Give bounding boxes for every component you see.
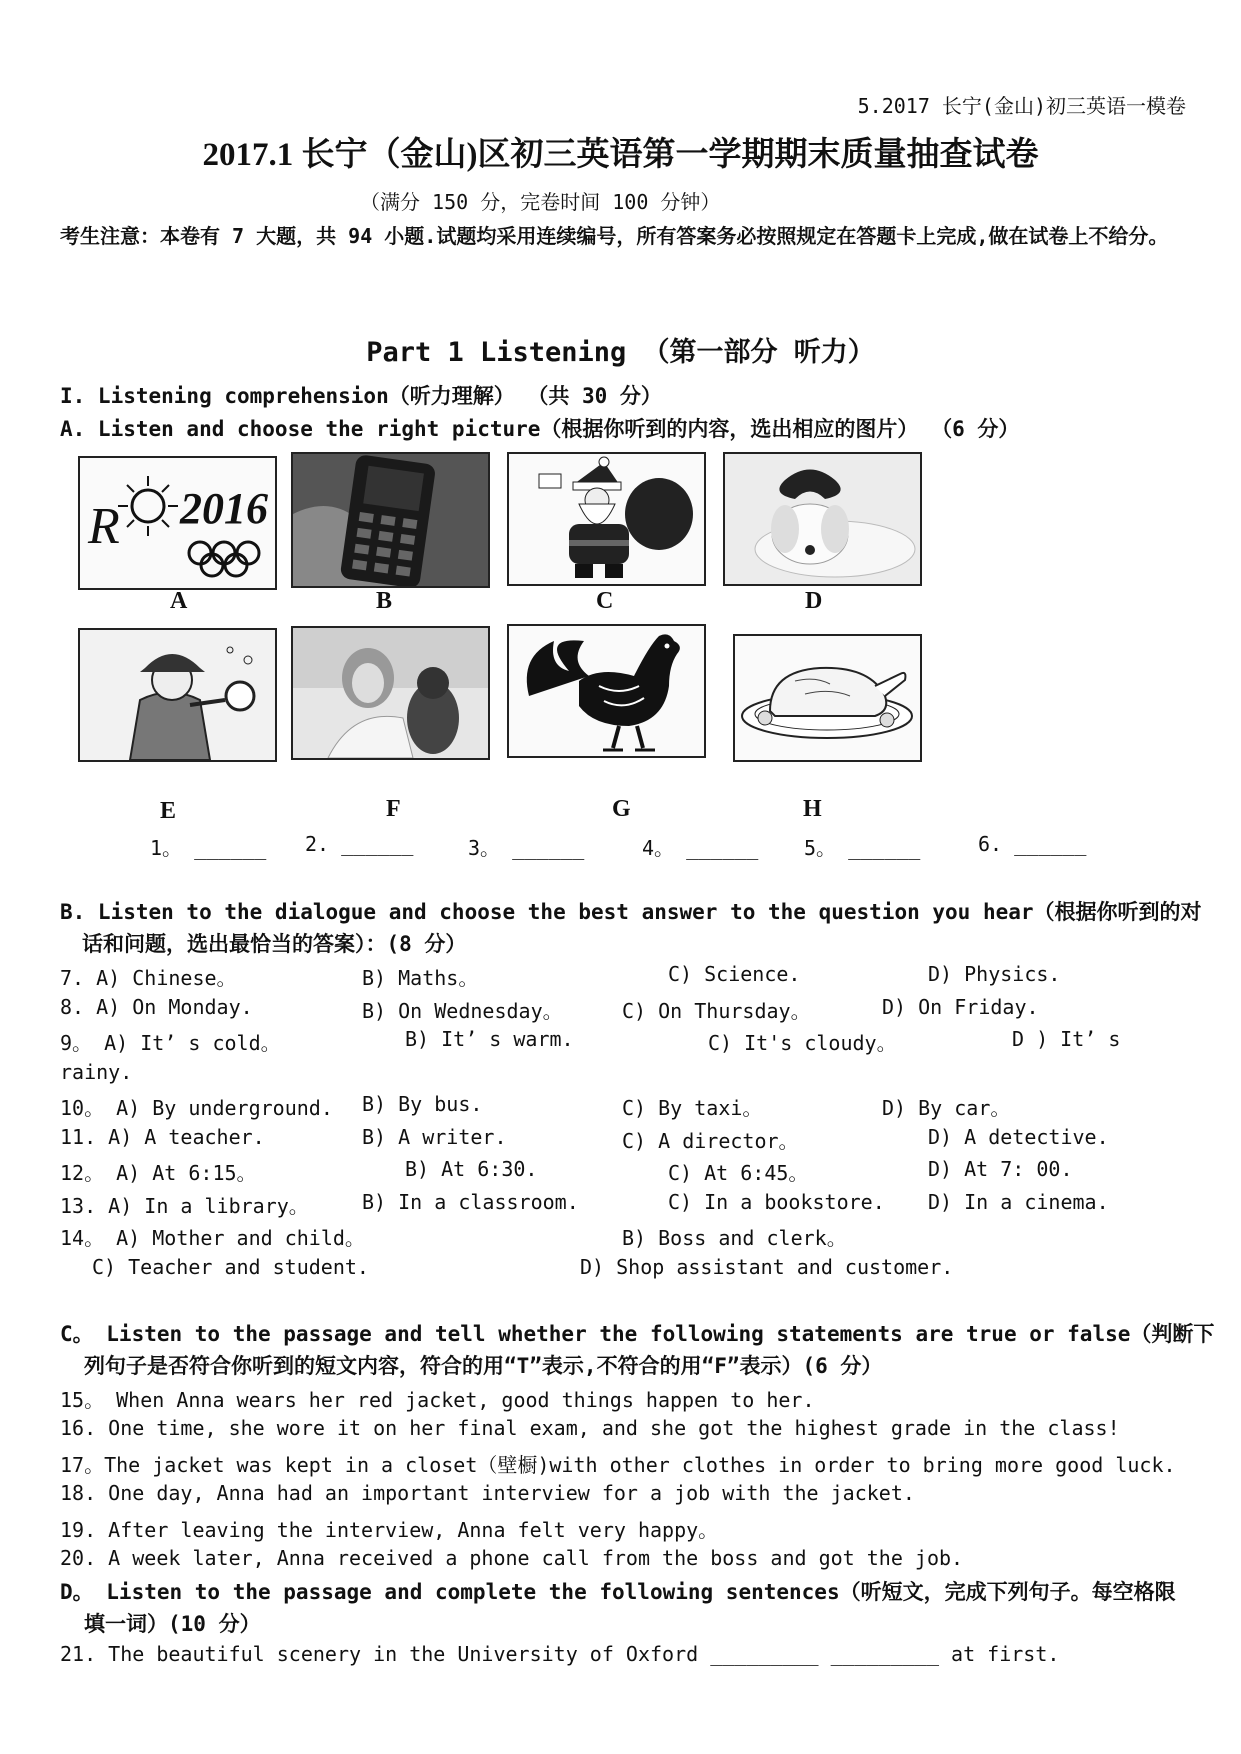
q10-option-c: C) By taxi。 (622, 1096, 763, 1120)
q7-option-b: B) Maths。 (362, 966, 479, 990)
q14-option-b: B) Boss and clerk。 (622, 1226, 847, 1250)
q10-option-a: 10。 A) By underground. (60, 1096, 333, 1120)
picture-letter-b: B (376, 588, 393, 614)
answer-blank-3[interactable]: 3。 ______ (468, 836, 585, 860)
part-title: Part 1 Listening （第一部分 听力） (366, 337, 875, 368)
section-d-heading: D。 Listen to the passage and complete the following sentences（听短文，完成下列句子。每空格限 (60, 1580, 1176, 1604)
statement-20: 20. A week later, Anna received a phone call from the boss and got the job. (60, 1546, 964, 1570)
picture-letter-d: D (805, 588, 823, 614)
q13-option-d: D) In a cinema. (928, 1190, 1109, 1214)
q10-option-b: B) By bus. (362, 1092, 483, 1116)
q14-option-c: C) Teacher and student. (92, 1255, 369, 1279)
q10-option-d: D) By car。 (882, 1096, 1011, 1120)
q7-option-d: D) Physics. (928, 962, 1061, 986)
q7-option-a: 7. A) Chinese。 (60, 966, 237, 990)
section-a-heading: A. Listen and choose the right picture（根据你听到的内容，选出相应的图片） （6 分） (60, 417, 1020, 441)
section-b-heading-cont: 话和问题，选出最恰当的答案）：(8 分） (82, 932, 467, 956)
answer-blank-2[interactable]: 2. ______ (305, 832, 414, 856)
q7-option-c: C) Science. (668, 962, 801, 986)
section-b-heading: B. Listen to the dialogue and choose the best answer to the question you hear（根据你听到的对 (60, 900, 1202, 924)
picture-letter-e: E (160, 798, 177, 824)
section-c-heading: C。 Listen to the passage and tell whether the following statements are true or false（判断下 (60, 1322, 1215, 1346)
q11-option-d: D) A detective. (928, 1125, 1109, 1149)
answer-blank-4[interactable]: 4。 ______ (642, 836, 759, 860)
roast-turkey-icon (733, 634, 922, 762)
answer-blank-6[interactable]: 6. ______ (978, 832, 1087, 856)
q8-option-b: B) On Wednesday。 (362, 999, 563, 1023)
header-note: 5.2017 长宁(金山)初三英语一模卷 (857, 94, 1186, 118)
section-d-heading-cont: 填一词）(10 分） (84, 1612, 261, 1636)
detective-icon (78, 628, 277, 762)
mobile-phone-icon (291, 452, 490, 588)
picture-letter-f: F (386, 796, 401, 822)
rio-2016-olympics-icon (78, 456, 277, 590)
q14-option-d: D) Shop assistant and customer. (580, 1255, 954, 1279)
subtitle: （满分 150 分，完卷时间 100 分钟） (360, 190, 721, 214)
picture-letter-a: A (170, 588, 188, 614)
q12-option-d: D) At 7: 00. (928, 1157, 1073, 1181)
q11-option-c: C) A director。 (622, 1129, 799, 1153)
page-title: 2017.1 长宁（金山)区初三英语第一学期期末质量抽查试卷 (202, 137, 1039, 173)
picture-letter-c: C (596, 588, 614, 614)
woman-with-dog-icon (291, 626, 490, 760)
picture-letter-g: G (612, 796, 631, 822)
section-c-heading-cont: 列句子是否符合你听到的短文内容，符合的用“T”表示,不符合的用“F”表示）(6 分） (84, 1354, 883, 1378)
q12-option-a: 12。 A) At 6:15。 (60, 1161, 257, 1185)
q8-option-d: D) On Friday. (882, 995, 1039, 1019)
q11-option-b: B) A writer. (362, 1125, 507, 1149)
q11-option-a: 11. A) A teacher. (60, 1125, 265, 1149)
question-21: 21. The beautiful scenery in the University of Oxford _________ _________ at first. (60, 1642, 1060, 1666)
statement-17: 17。The jacket was kept in a closet（壁橱)with other clothes in order to bring more good luck. (60, 1453, 1176, 1477)
statement-18: 18. One day, Anna had an important interview for a job with the jacket. (60, 1481, 915, 1505)
q8-option-a: 8. A) On Monday. (60, 995, 253, 1019)
q9-option-a: 9。 A) It’ s cold。 (60, 1031, 281, 1055)
q9-option-d-wrap: rainy. (60, 1060, 133, 1084)
q13-option-c: C) In a bookstore. (668, 1190, 885, 1214)
q9-option-c: C) It's cloudy。 (708, 1031, 897, 1055)
q12-option-c: C) At 6:45。 (668, 1161, 809, 1185)
svg-text:2016: 2016 (180, 484, 268, 533)
exam-notice: 考生注意：本卷有 7 大题，共 94 小题.试题均采用连续编号，所有答案务必按照规定在答题卡上完成,做在试卷上不给分。 (60, 224, 1169, 248)
statement-15: 15。 When Anna wears her red jacket, good things happen to her. (60, 1388, 815, 1412)
section-i-heading: I. Listening comprehension（听力理解） （共 30 分） (60, 384, 662, 408)
q9-option-d: D ) It’ s (1012, 1027, 1121, 1051)
santa-claus-icon (507, 452, 706, 586)
q14-option-a: 14。 A) Mother and child。 (60, 1226, 365, 1250)
rooster-icon (507, 624, 706, 758)
answer-blank-1[interactable]: 1。 ______ (150, 836, 267, 860)
q12-option-b: B) At 6:30. (405, 1157, 538, 1181)
picture-letter-h: H (803, 796, 822, 822)
answer-blank-5[interactable]: 5。 ______ (804, 836, 921, 860)
statement-16: 16. One time, she wore it on her final exam, and she got the highest grade in the class! (60, 1416, 1120, 1440)
svg-text:R: R (88, 498, 120, 555)
puppy-with-bow-icon (723, 452, 922, 586)
q8-option-c: C) On Thursday。 (622, 999, 811, 1023)
q13-option-b: B) In a classroom. (362, 1190, 579, 1214)
statement-19: 19. After leaving the interview, Anna felt very happy。 (60, 1518, 719, 1542)
q9-option-b: B) It’ s warm. (405, 1027, 574, 1051)
q13-option-a: 13. A) In a library。 (60, 1194, 309, 1218)
